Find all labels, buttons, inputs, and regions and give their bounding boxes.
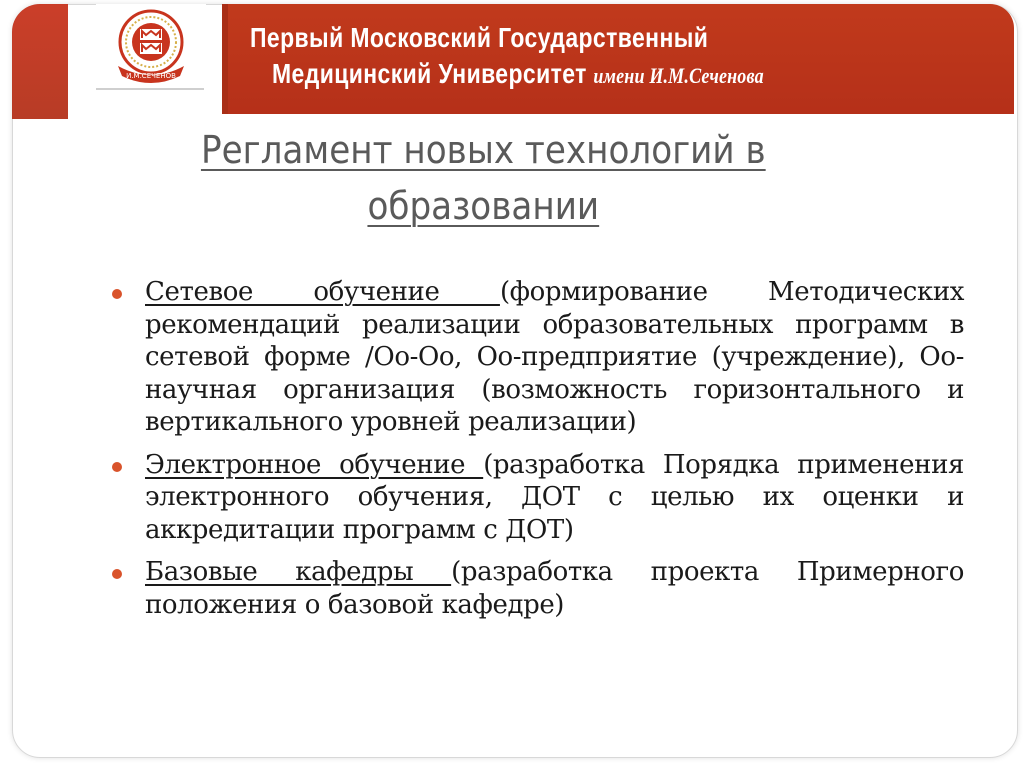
bullet-term: Электронное обучение bbox=[145, 449, 484, 480]
bullet-list bbox=[112, 276, 964, 631]
bullet-dot-icon bbox=[112, 462, 122, 472]
header-banner bbox=[228, 4, 1014, 114]
university-name-line2-main: Медицинский Университет bbox=[272, 58, 587, 89]
bullet-description: (разработка Порядка применения электронного обучения, ДОТ с целью их оценки и аккредитации программ с ДОТ) bbox=[145, 449, 964, 545]
slide-title-line2: образовании bbox=[367, 184, 600, 228]
left-accent-bar bbox=[12, 4, 68, 119]
university-name-suffix: имени И.М.Сеченова bbox=[593, 63, 764, 88]
university-seal-icon bbox=[96, 4, 206, 90]
bullet-description: (формирование Методических рекомендаций реализации образовательных программ в сетевой форме /Оо-Оо, Оо-предприятие (учреждение), Оо-научная организация (возможность горизонтального и вертикального уровней реализации) bbox=[145, 277, 965, 437]
bullet-text bbox=[145, 556, 964, 621]
slide-title bbox=[0, 122, 967, 234]
bullet-dot-icon bbox=[112, 569, 122, 579]
bullet-term: Сетевое обучение bbox=[145, 277, 500, 307]
bullet-term: Базовые кафедры bbox=[145, 557, 452, 587]
seal-text: И.М.СЕЧЕНОВ bbox=[126, 72, 176, 80]
university-name-line2 bbox=[272, 58, 764, 90]
university-logo bbox=[96, 4, 206, 90]
slide-title-line1: Регламент новых технологий в bbox=[200, 128, 766, 172]
bullet-text bbox=[145, 449, 964, 547]
bullet-description: (разработка проекта Примерного положения о базовой кафедре) bbox=[145, 557, 965, 620]
bullet-item-base-departments bbox=[112, 556, 964, 621]
university-name-line1: Первый Московский Государственный bbox=[250, 22, 709, 53]
logo-underline bbox=[96, 88, 204, 90]
bullet-text bbox=[145, 276, 964, 439]
bullet-dot-icon bbox=[112, 289, 122, 299]
bullet-item-e-learning bbox=[112, 449, 964, 547]
bullet-item-network-learning bbox=[112, 276, 964, 439]
